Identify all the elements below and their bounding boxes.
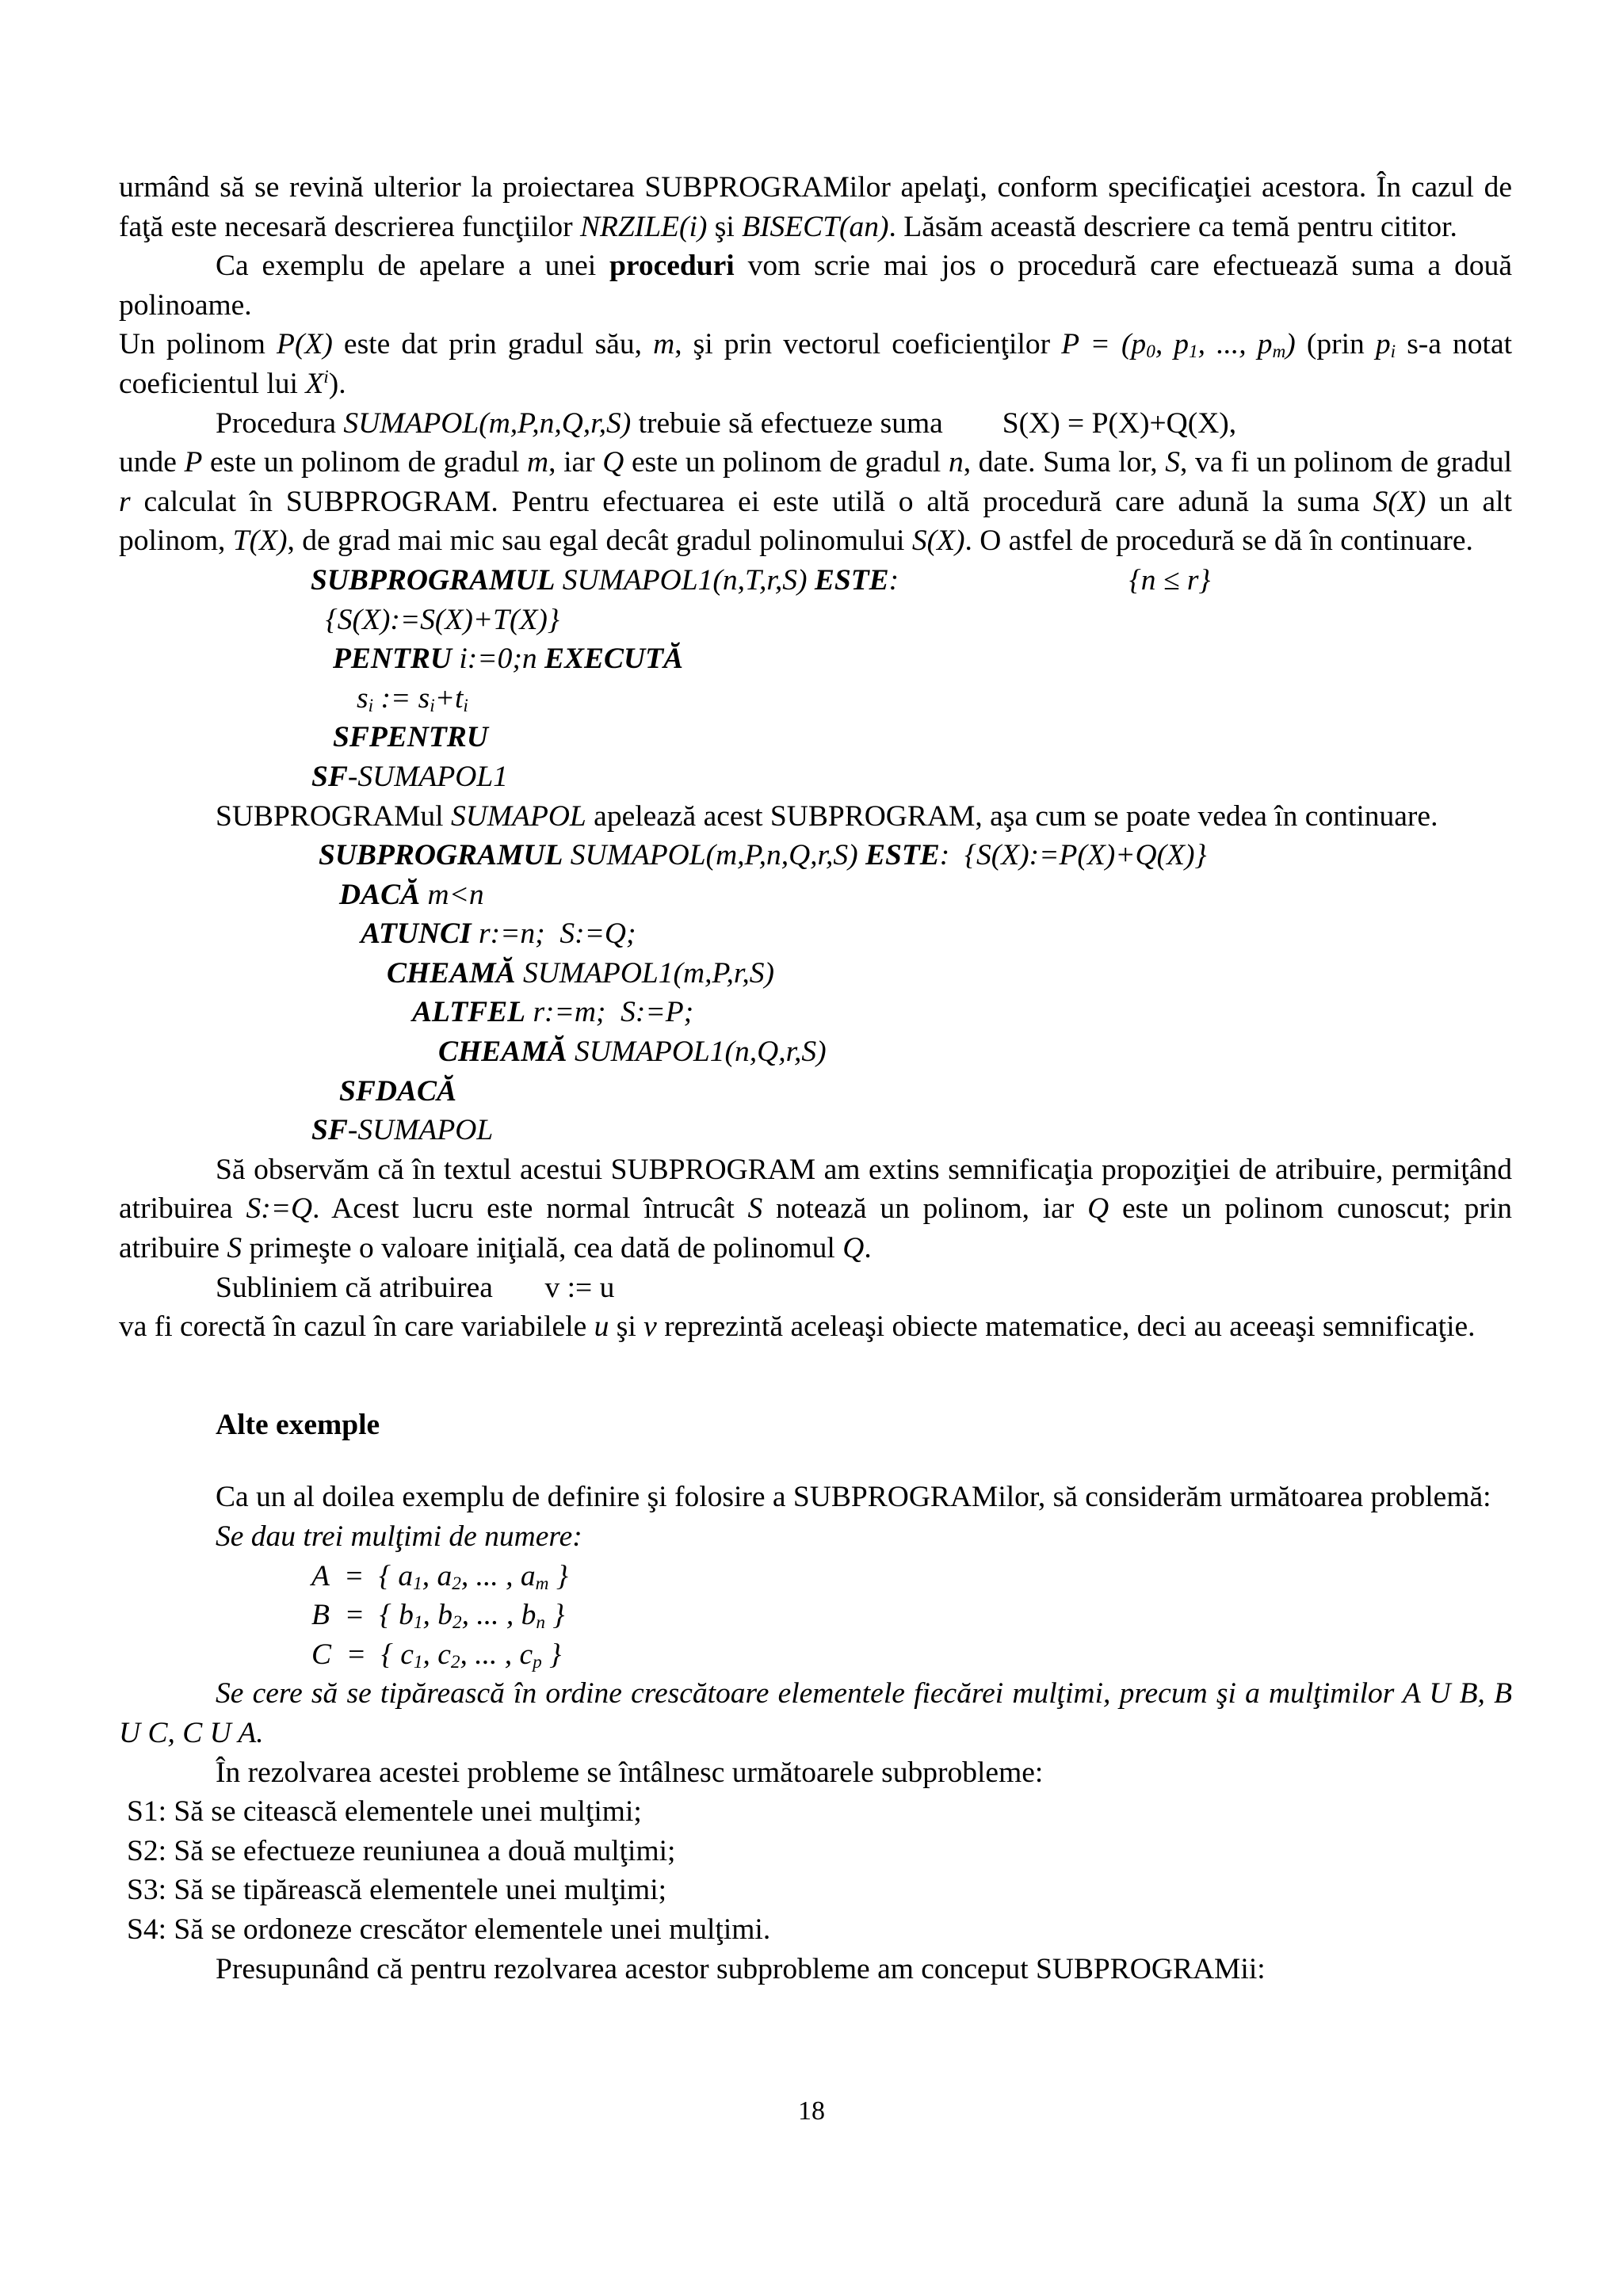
code-block-sumapol1 [119, 561, 1512, 797]
paragraph-assignment-correctness: va fi corectă în cazul în care variabilele u şi v reprezintă aceleaşi obiecte matematice, deci au aceeaşi semnificaţie. [119, 1310, 1476, 1344]
code-line: PENTRU i:=0;n EXECUTĂ [333, 643, 684, 676]
code-line: SF-SUMAPOL [311, 1114, 494, 1147]
page-body [119, 168, 1512, 1989]
paragraph-assignment-vu: Subliniem că atribuirea v := u [216, 1271, 615, 1304]
paragraph-assignment-extension: Să observăm că în textul acestui SUBPROGRAM am extins semnificaţia propoziţiei de atribuire, permiţând atribuirea S:=Q. Acest lucru este normal întrucât S notează un polinom, iar Q este un polinom cunoscut; prin atribuire S primeşte o valoare iniţială, cea dată de polinomul Q. [119, 1153, 1512, 1265]
paragraph-sumapol-intro: Procedura SUMAPOL(m,P,n,Q,r,S) trebuie să efectueze suma S(X) = P(X)+Q(X), [216, 406, 1237, 440]
set-definitions [119, 1557, 1512, 1675]
code-block-sumapol [119, 836, 1512, 1150]
code-line: SF-SUMAPOL1 [311, 760, 508, 793]
code-line: SFDACĂ [339, 1074, 456, 1108]
code-line: DACĂ m<n [339, 878, 484, 911]
paragraph-problem-statement: Se dau trei mulţimi de numere: [216, 1520, 582, 1553]
paragraph-polynomial-definition: Un polinom P(X) este dat prin gradul său, m, şi prin vectorul coeficienţilor $P = (p_0$, $p_1$, ..., $p_m$) (prin $p_i$ s-a notat coeficientul lui $X^i$). [119, 328, 1513, 400]
list-item: S4: Să se ordoneze crescător elementele unei mulţimi. [127, 1913, 771, 1946]
paragraph-conclusion: Presupunând că pentru rezolvarea acestor subprobleme am conceput SUBPROGRAMii: [216, 1952, 1266, 1985]
code-line: CHEAMĂ SUMAPOL1(m,P,r,S) [387, 956, 774, 990]
code-line: CHEAMĂ SUMAPOL1(n,Q,r,S) [438, 1035, 827, 1069]
section-heading: Alte exemple [216, 1408, 380, 1441]
paragraph-procedure-example: Ca exemplu de apelare a unei proceduri vom scrie mai jos o procedură care efectuează suma a două polinoame. [119, 250, 1512, 322]
paragraph-requirement: Se cere să se tipărească în ordine crescătoare elementele fiecărei mulţimi, precum şi a mulţimilor A U B, B U C, C U A. [119, 1677, 1512, 1749]
code-line: {S(X):=S(X)+T(X)} [311, 603, 559, 636]
code-line: SUBPROGRAMUL SUMAPOL(m,P,n,Q,r,S) ESTE: {S(X):=P(X)+Q(X)} [319, 839, 1207, 872]
set-c: C = { $c_1$, $c_2$, ... , $c_p$ } [311, 1638, 562, 1672]
paragraph-subproblems-intro: În rezolvarea acestei probleme se întâlnesc următoarele subprobleme: [216, 1756, 1044, 1789]
code-line: ALTFEL r:=m; S:=P; [412, 996, 694, 1029]
code-line: ATUNCI r:=n; S:=Q; [361, 917, 636, 951]
code-line: $s_i$ := $s_i+t_i$ [357, 681, 468, 716]
set-a: A = { $a_1$, $a_2$, ... , $a_m$ } [311, 1559, 568, 1594]
page-number: 18 [798, 2096, 825, 2126]
paragraph-sumapol-calls: SUBPROGRAMul SUMAPOL apelează acest SUBPROGRAM, aşa cum se poate vedea în continuare. [216, 799, 1438, 833]
set-b: B = { $b_1$, $b_2$, ... , $b_n$ } [311, 1599, 565, 1634]
code-line: SUBPROGRAMUL SUMAPOL1(n,T,r,S) ESTE: {n ≤ r} [311, 563, 1211, 597]
paragraph-intro: urmând să se revină ulterior la proiectarea SUBPROGRAMilor apelaţi, conform specificaţiei acestora. În cazul de faţă este necesară descrierea funcţiilor NRZILE(i) şi BISECT(an). Lăsăm această descriere ca temă pentru cititor. [119, 171, 1512, 243]
paragraph-sumapol-description: unde P este un polinom de gradul m, iar Q este un polinom de gradul n, date. Suma lor, S, va fi un polinom de gradul r calculat în SUBPROGRAM. Pentru efectuarea ei este utilă o altă procedură care adună la suma S(X) un alt polinom, T(X), de grad mai mic sau egal decât gradul polinomului S(X). O astfel de procedură se dă în continuare. [119, 446, 1512, 558]
list-item: S2: Să se efectueze reuniunea a două mulţimi; [127, 1834, 676, 1867]
list-item: S3: Să se tipărească elementele unei mulţimi; [127, 1874, 667, 1907]
paragraph-second-example: Ca un al doilea exemplu de definire şi folosire a SUBPROGRAMilor, să considerăm următoarea problemă: [216, 1481, 1491, 1514]
list-item: S1: Să se citească elementele unei mulţimi; [127, 1795, 642, 1829]
subproblem-list [119, 1792, 1512, 1949]
code-line: SFPENTRU [333, 721, 488, 754]
